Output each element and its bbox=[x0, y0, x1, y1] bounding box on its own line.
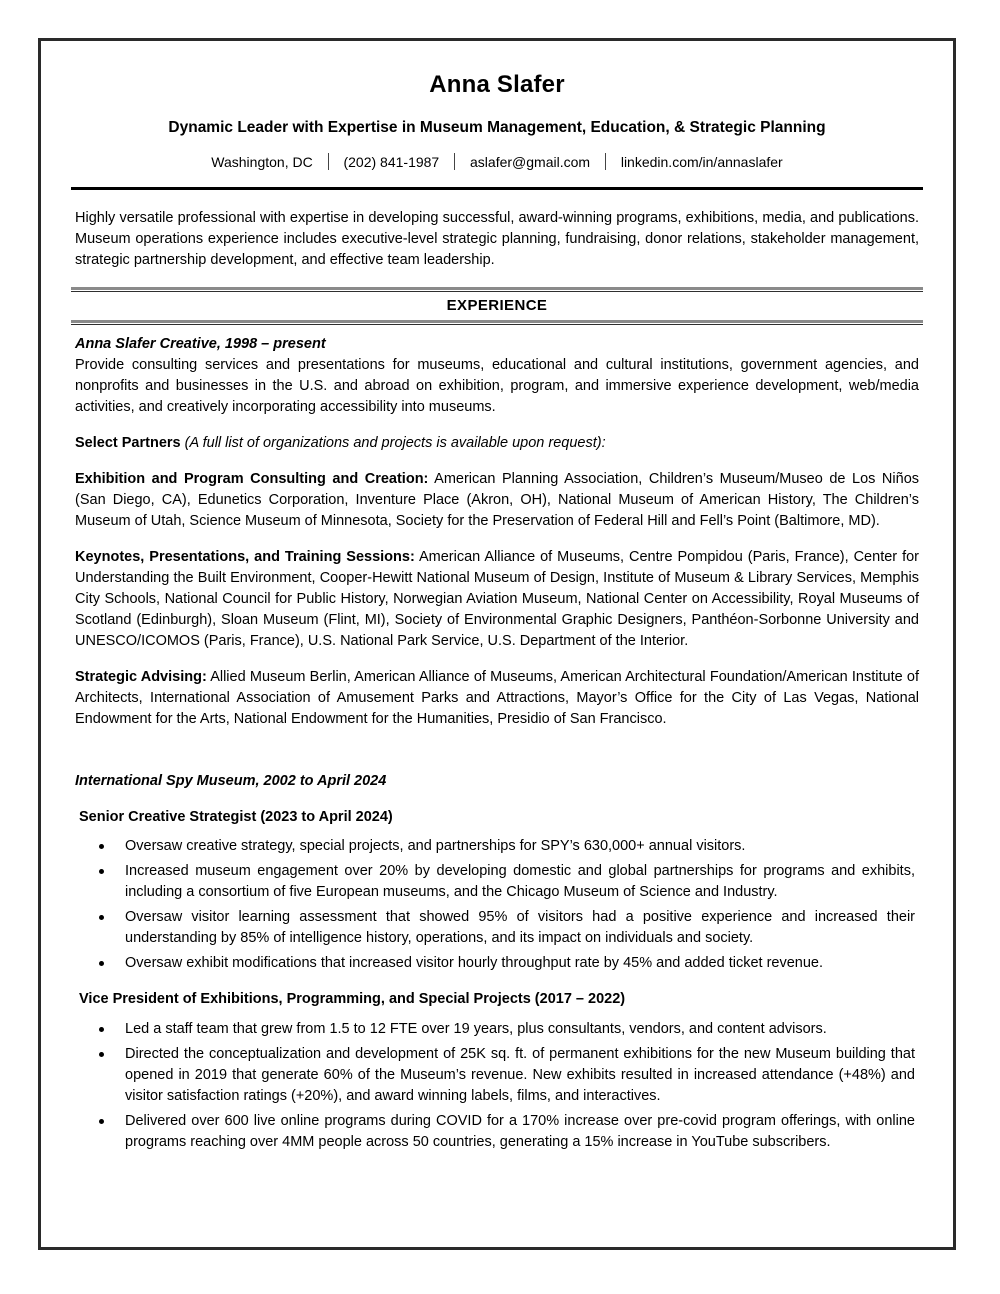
professional-summary: Highly versatile professional with expertise in developing successful, award-winning programs, exhibitions, media, and publications. Museum operations experience includes executive-level strategic planning, fundraising, donor relations, stakeholder management, strategic partnership development, and effective team leadership. bbox=[75, 210, 919, 269]
list-item: Oversaw visitor learning assessment that showed 95% of visitors had a positive experience and increased their understanding by 85% of intelligence history, operations, and its impact on individuals and society. bbox=[79, 907, 915, 949]
list-item: Oversaw exhibit modifications that increased visitor hourly throughput rate by 45% and added ticket revenue. bbox=[79, 953, 915, 974]
resume-page bbox=[38, 38, 956, 1250]
partner-group-label: Keynotes, Presentations, and Training Sessions: bbox=[75, 549, 415, 566]
contact-line bbox=[71, 153, 923, 171]
partner-group-label: Exhibition and Program Consulting and Creation: bbox=[75, 471, 429, 488]
resume-content bbox=[41, 41, 953, 1167]
partner-group-text: American Alliance of Museums, Centre Pompidou (Paris, France), Center for Understanding the Built Environment, Cooper-Hewitt National Museum of Design, Institute of Museum & Library Services, Memphis City Schools, National Council for Public History, Norwegian Aviation Museum, National Center on Accessibility, Royal Museums of Scotland (Edinburgh), Sloan Museum (Flint, MI), Society of Environmental Graphic Designers, Panthéon-Sorbonne University and UNESCO/ICOMOS (Paris, France), U.S. National Park Service, U.S. Department of the Interior. bbox=[75, 549, 920, 650]
candidate-name: Anna Slafer bbox=[429, 71, 565, 98]
partner-group bbox=[75, 667, 919, 730]
select-partners-line bbox=[75, 433, 919, 454]
candidate-tagline: Dynamic Leader with Expertise in Museum Management, Education, & Strategic Planning bbox=[168, 118, 826, 136]
list-item: Oversaw creative strategy, special projects, and partnerships for SPY’s 630,000+ annual visitors. bbox=[79, 836, 915, 857]
partner-group bbox=[75, 469, 919, 532]
select-partners-label: Select Partners bbox=[75, 435, 181, 452]
list-item: Increased museum engagement over 20% by developing domestic and global partnerships for programs and exhibits, including a consortium of five European museums, and the Chicago Museum of Science and Industry. bbox=[79, 861, 915, 903]
select-partners-note: (A full list of organizations and projects is available upon request): bbox=[184, 435, 606, 452]
contact-separator-icon bbox=[454, 153, 455, 170]
job-role-title: Senior Creative Strategist (2023 to April 2024) bbox=[79, 808, 393, 825]
partner-group-text: Allied Museum Berlin, American Alliance of Museums, American Architectural Foundation/American Institute of Architects, International Association of Amusement Parks and Attractions, Mayor’s Office for the City of Las Vegas, National Endowment for the Arts, National Endowment for the Humanities, Presidio of San Francisco. bbox=[75, 669, 919, 728]
partner-group-text: American Planning Association, Children’s Museum/Museo de Los Niños (San Diego, CA), Edunetics Corporation, Inventure Place (Akron, OH), National Museum of American History, The Children’s Museum of Utah, Science Museum of Minnesota, Society for the Preservation of Federal Hill and Fell’s Point (Baltimore, MD). bbox=[75, 471, 920, 530]
contact-location: Washington, DC bbox=[211, 154, 313, 171]
list-item: Led a staff team that grew from 1.5 to 12 FTE over 19 years, plus consultants, vendors, and content advisors. bbox=[79, 1019, 915, 1040]
job-achievements-list bbox=[79, 1019, 915, 1153]
job-entry bbox=[75, 772, 919, 1153]
section-header-experience bbox=[71, 287, 923, 325]
contact-phone: (202) 841-1987 bbox=[343, 154, 440, 171]
job-entry bbox=[75, 335, 919, 730]
contact-email[interactable]: aslafer@gmail.com bbox=[470, 154, 591, 171]
job-achievements-list bbox=[79, 836, 915, 974]
header-divider bbox=[71, 187, 923, 190]
job-description: Provide consulting services and presentations for museums, educational and cultural institutions, government agencies, and nonprofits and businesses in the U.S. and abroad on exhibition, program, and immersive experience development, web/media activities, and creatively incorporating accessibility into museums. bbox=[75, 356, 919, 415]
job-role-title: Vice President of Exhibitions, Programming, and Special Projects (2017 – 2022) bbox=[79, 991, 626, 1008]
contact-separator-icon bbox=[328, 153, 329, 170]
job-organization: Anna Slafer Creative, 1998 – present bbox=[75, 336, 326, 353]
partner-group bbox=[75, 547, 919, 652]
list-item: Delivered over 600 live online programs during COVID for a 170% increase over pre-covid program offerings, with online programs reaching over 4MM people across 50 countries, generating a 15% increase in YouTube subscribers. bbox=[79, 1111, 915, 1153]
job-organization: International Spy Museum, 2002 to April 2024 bbox=[75, 773, 387, 790]
section-title: EXPERIENCE bbox=[446, 297, 548, 315]
partner-group-label: Strategic Advising: bbox=[75, 669, 207, 686]
section-rule-bottom bbox=[71, 320, 923, 325]
contact-linkedin[interactable]: linkedin.com/in/annaslafer bbox=[620, 154, 783, 171]
contact-separator-icon bbox=[605, 153, 606, 170]
list-item: Directed the conceptualization and development of 25K sq. ft. of permanent exhibitions for the new Museum building that opened in 2019 that generate 60% of the Museum’s revenue. New exhibits resulted in increased attendance (+48%) and visitor satisfaction ratings (+20%), and award winning labels, films, and interactives. bbox=[79, 1044, 915, 1107]
